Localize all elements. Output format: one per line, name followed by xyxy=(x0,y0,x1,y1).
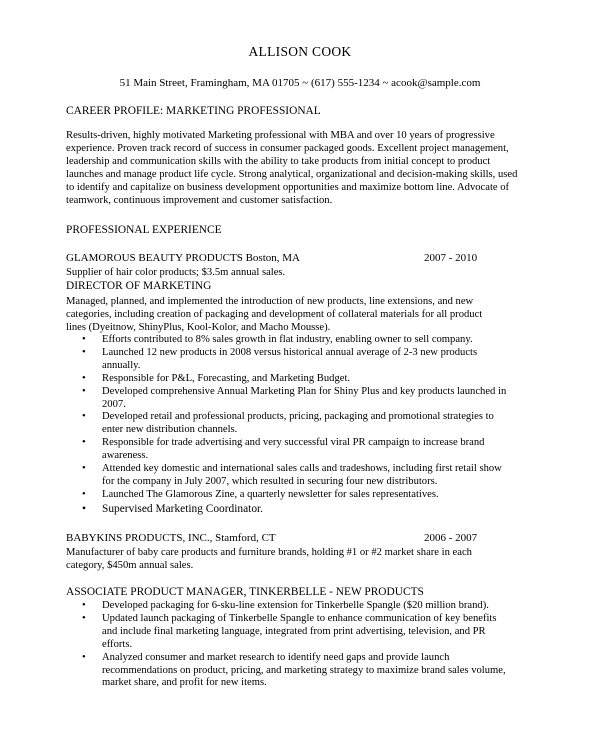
career-profile-heading: CAREER PROFILE: MARKETING PROFESSIONAL xyxy=(66,105,321,117)
job1-bullet-list xyxy=(66,334,514,517)
list-item: • Developed packaging for 6-sku-line extension for Tinkerbelle Spangle ($20 million brand). xyxy=(82,600,489,611)
list-item: • Analyzed consumer and market research to identify need gaps and provide launch recommendations on product, pricing, and marketing strategy to maximize brand sales volume, market share, and profit for new items. xyxy=(82,651,506,689)
list-item: • Launched The Glamorous Zine, a quarterly newsletter for sales representatives. xyxy=(82,488,439,500)
professional-experience-heading: PROFESSIONAL EXPERIENCE xyxy=(66,224,222,236)
candidate-name: ALLISON COOK xyxy=(248,44,352,59)
bullet-icon: • xyxy=(82,488,86,500)
list-item: • Launched 12 new products in 2008 versus historical annual average of 2-3 new products annually. xyxy=(82,346,478,371)
bullet-icon: • xyxy=(82,463,86,475)
bullet-icon: • xyxy=(82,651,86,663)
bullet-icon: • xyxy=(82,612,86,624)
list-item: • Responsible for P&L, Forecasting, and Marketing Budget. xyxy=(82,372,351,384)
bullet-icon: • xyxy=(82,437,86,449)
list-item: • Responsible for trade advertising and very successful viral PR campaign to increase brand awareness. xyxy=(82,437,485,462)
bullet-icon: • xyxy=(82,334,86,345)
bullet-icon: • xyxy=(82,600,86,611)
job2-summary: Manufacturer of baby care products and furniture brands, holding #1 or #2 market share in each category, $450m annual sales. xyxy=(66,547,472,571)
bullet-icon: • xyxy=(82,502,86,515)
list-item: • Efforts contributed to 8% sales growth in flat industry, enabling owner to sell company. xyxy=(82,334,473,345)
list-item: • Supervised Marketing Coordinator. xyxy=(82,502,264,515)
list-item: • Attended key domestic and international sales calls and tradeshows, including first retail show for the company in July 2007, which resulted in securing four new distributors. xyxy=(82,463,502,487)
career-profile-text: Results-driven, highly motivated Marketing professional with MBA and over 10 years of progressive experience. Proven track record of success in consumer packaged goods. Excellent project management, leadership and communication skills with the ability to take products from initial concept to product launches and manage product life cycle. Strong analytical, organizational and decision-making skills, used to identify and capitalize on business development opportunities and maximize bottom line. Advocate of teamwork, continuous improvement and customer satisfaction. xyxy=(66,130,518,206)
job2-bullet-list xyxy=(66,600,514,690)
job1-dates: 2007 - 2010 xyxy=(424,252,478,264)
list-item: • Developed retail and professional products, pricing, packaging and promotional strategies to enter new distribution channels. xyxy=(82,411,494,436)
job2-dates: 2006 - 2007 xyxy=(424,532,478,544)
job2-header-row xyxy=(66,531,486,545)
contact-line: 51 Main Street, Framingham, MA 01705 ~ (617) 555-1234 ~ acook@sample.com xyxy=(119,77,481,89)
bullet-icon: • xyxy=(82,385,86,397)
job1-description: Managed, planned, and implemented the introduction of new products, line extensions, and new categories, including creation of packaging and development of collateral materials for all product lines (Dyeitnow, ShinyPlus, Kool-Kolor, and Macho Mousse). xyxy=(66,296,483,333)
job1-summary: Supplier of hair color products; $3.5m annual sales. xyxy=(66,267,286,278)
bullet-icon: • xyxy=(82,372,86,384)
job2-company: BABYKINS PRODUCTS, INC., Stamford, CT xyxy=(66,532,276,544)
list-item: • Developed comprehensive Annual Marketing Plan for Shiny Plus and key products launched in 2007. xyxy=(82,385,507,410)
job1-company: GLAMOROUS BEAUTY PRODUCTS Boston, MA xyxy=(66,252,300,264)
bullet-icon: • xyxy=(82,346,86,358)
job1-title: DIRECTOR OF MARKETING xyxy=(66,280,212,292)
job2-title: ASSOCIATE PRODUCT MANAGER, TINKERBELLE - NEW PRODUCTS xyxy=(66,586,424,598)
bullet-icon: • xyxy=(82,411,86,423)
job1-header-row xyxy=(66,251,486,265)
list-item: • Updated launch packaging of Tinkerbelle Spangle to enhance communication of key benefits and include final marketing language, integrated from print advertising, television, and PR efforts. xyxy=(82,612,497,650)
